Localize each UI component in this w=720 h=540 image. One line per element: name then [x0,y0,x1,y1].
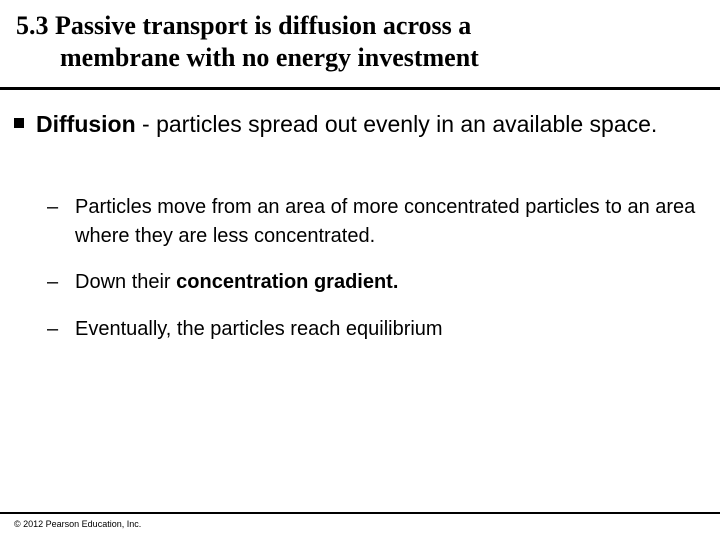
square-bullet-icon [14,118,24,128]
slide-title [16,10,706,74]
footer-divider [0,512,720,514]
sub-bullet-2 [47,268,697,297]
term-diffusion: Diffusion [36,111,136,137]
slide-title-line2: membrane with no energy investment [60,43,479,72]
sub-bullet-3-text: Eventually, the particles reach equilibrium [75,318,443,340]
sub-bullet-1 [47,193,697,251]
term-definition: - particles spread out evenly in an available space. [135,111,658,137]
dash-icon: – [47,196,59,218]
title-divider [0,87,720,90]
copyright-footer: © 2012 Pearson Education, Inc. [14,519,142,529]
dash-icon: – [47,271,59,293]
concentration-gradient-term: concentration gradient. [176,271,399,293]
sub-bullet-2-text [47,268,697,297]
slide-title-line1: 5.3 Passive transport is diffusion across a [16,11,472,40]
main-bullet-text [14,109,694,140]
dash-icon: – [47,318,59,340]
sub-bullet-2-prefix: Down their [75,271,177,293]
sub-bullet-1-text: Particles move from an area of more concentrated particles to an area where they are less concentrated. [75,196,696,247]
sub-bullet-3 [47,315,697,344]
main-bullet [14,109,694,140]
